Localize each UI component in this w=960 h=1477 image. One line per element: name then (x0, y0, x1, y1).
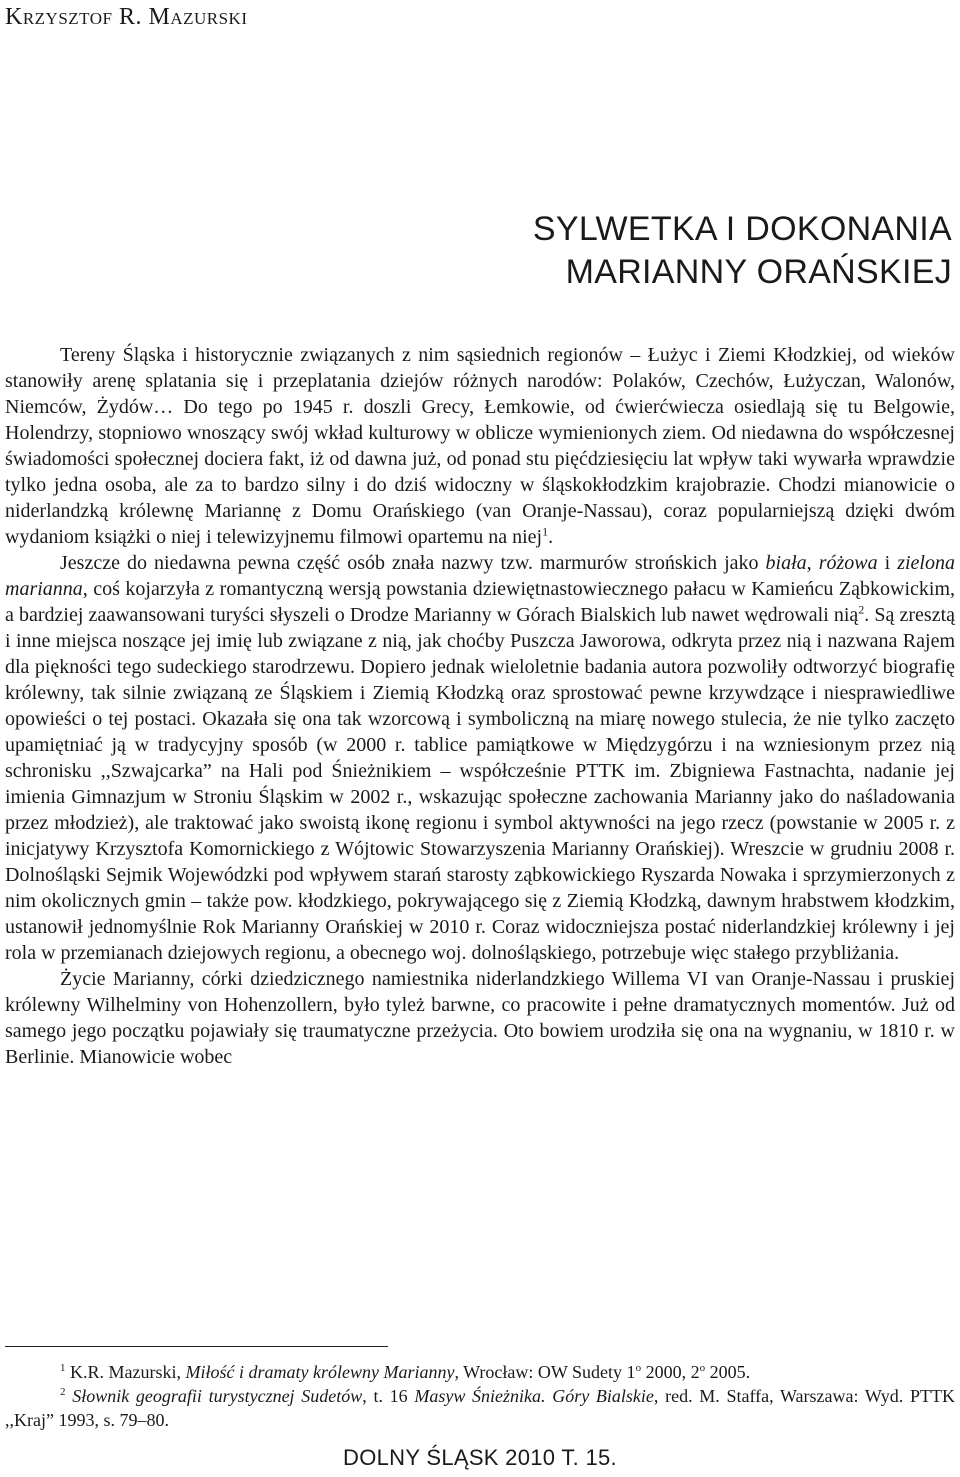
footnote-2-volume-title: Masyw Śnieżnika. Góry Bialskie (414, 1386, 654, 1406)
article-title (252, 208, 952, 294)
title-line-1: SYLWETKA I DOKONANIA (532, 210, 952, 248)
paragraph-1 (5, 342, 955, 550)
italic-rozowa: różowa (818, 552, 878, 574)
footnote-rule (5, 1346, 388, 1347)
footnote-2-book-title: Słownik geografii turystycznej Sudetów (65, 1386, 363, 1406)
footnote-2 (5, 1384, 955, 1432)
footnote-1-ordinal: o (635, 1362, 642, 1374)
separator: , (806, 552, 819, 574)
footnote-2-text: , red. M. Staffa, Warszawa: Wyd. PTTK ,,Kraj” 1993, s. 79–80. (5, 1386, 955, 1430)
title-line-2: MARIANNY ORAŃSKIEJ (565, 253, 952, 291)
paragraph-3: Życie Marianny, córki dziedzicznego namiestnika niderlandzkiego Willema VI van Oranje-Nassau i pruskiej królewny Wilhelminy von Hohenzollern, było tyleż barwne, co pracowite i pełne dramatycznych momentów. Już od samego jego początku pojawiały się traumatyczne przeżycia. Oto bowiem urodziła się ona na wygnaniu, w 1810 r. w Berlinie. Mianowicie wobec (5, 968, 955, 1068)
footnote-2-number: 2 (60, 1386, 66, 1398)
footnote-ref-2: 2 (858, 602, 865, 617)
footnote-ref-1: 1 (542, 524, 549, 539)
footnote-1-text: 2005. (705, 1362, 751, 1382)
paragraph-2 (5, 550, 955, 966)
footnote-1-text: K.R. Mazurski, (65, 1362, 186, 1382)
paragraph-1-end: . (548, 526, 554, 548)
italic-zielona-marianna: zielona marianna (5, 552, 955, 600)
paragraph-1-text: Tereny Śląska i historycznie związanych z nim sąsiednich regionów – Łużyc i Ziemi Kłodzkiej, od wieków stanowiły arenę splatania się i przeplatania dziejów różnych narodów: Polaków, Czechów, Łużyczan, Walonów, Niemców, Żydów… Do tego po 1945 r. doszli Grecy, Łemkowie, od ćwierćwiecza osiedlają się tu Belgowie, Holendrzy, stopniowo wnoszący swój wkład kulturowy w oblicze wymienionych ziem. Od niedawna do współczesnej świadomości społecznej dociera fakt, iż od dawna już, od ponad stu pięćdziesięciu lat wpływ taki wywarła wprawdzie tylko jedna osoba, ale za to bardzo silny i do dziś widoczny w śląskokłodzkim krajobrazie. Chodzi mianowicie o niderlandzką królewnę Mariannę z Domu Orańskiego (van Oranje-Nassau), coraz popularniejszą dzięki dwóm wydaniom książki o niej i telewizyjnemu filmowi opartemu na niej (5, 344, 955, 548)
author-name: Krzysztof R. Mazurski (5, 4, 248, 30)
footnotes (5, 1360, 955, 1432)
separator: i (877, 552, 898, 574)
footnote-1-text: 2000, 2 (641, 1362, 700, 1382)
footnote-1-text: , Wrocław: OW Sudety 1 (454, 1362, 636, 1382)
article-body (5, 342, 955, 1070)
journal-footer: DOLNY ŚLĄSK 2010 T. 15. (343, 1445, 617, 1470)
footnote-1-number: 1 (60, 1362, 66, 1374)
footnote-2-text: , t. 16 (362, 1386, 415, 1406)
footnote-1-ordinal: o (699, 1362, 706, 1374)
italic-biala: biała (765, 552, 807, 574)
paragraph-2-text-c: . Są zresztą i inne miejsca noszące jej imię lub związane z nią, jak choćby Puszcza Jaworowa, odkryta przez nią i nazwana Rajem dla piękności tego sudeckiego starodrzewu. Dopiero jednak wieloletnie badania autora pozwoliły odtworzyć biografię królewny, tak silnie związaną ze Śląskiem i Ziemią Kłodzką oraz sprostować pewne krzywdzące i niesprawiedliwe opowieści o tej postaci. Okazała się ona tak wzorcową i symboliczną na miarę nowego stulecia, że nie tylko zaczęto upamiętniać ją w tradycyjny sposób (w 2000 r. tablice pamiątkowe w Międzygórzu i na wzniesionym przez nią schronisku ,,Szwajcarka” na Hali pod Śnieżnikiem – współcześnie PTTK im. Zbigniewa Fastnachta, nadanie jej imienia Gimnazjum w Stroniu Śląskim w 2002 r., wskazując społeczne zachowania Marianny jako do naśladowania przez młodzież), ale traktować jako swoistą ikonę regionu i symbol aktywności na jego rzecz (powstanie w 2005 r. z inicjatywy Krzysztofa Komornickiego z Wójtowic Stowarzyszenia Marianny Orańskiej). Wreszcie w grudniu 2008 r. Dolnośląski Sejmik Wojewódzki pod wpływem starań starosty ząbkowickiego Ryszarda Nowaka i sprzymierzonych z nim okolicznych gmin – także pow. kłodzkiego, pokrywającego się z Ziemią Kłodzką, dawnym hrabstwem kłodzkim, ustanowił jednomyślnie Rok Marianny Orańskiej w 2010 r. Coraz widoczniejsza postać niderlandzkiej królewny i jej rola w przemianach dziejowych regionu, a obecnego woj. dolnośląskiego, potrzebuje więc stałego przybliżania. (5, 604, 955, 964)
paragraph-2-text-a: Jeszcze do niedawna pewna część osób znała nazwy tzw. marmurów strońskich jako (60, 552, 766, 574)
paragraph-2-text-b: , coś kojarzyła z romantyczną wersją powstania dziewiętnastowiecznego pałacu w Kamieńcu Ząbkowickim, a bardziej zaawansowani turyści słyszeli o Drodze Marianny w Górach Bialskich lub nawet wędrowali nią (5, 578, 955, 626)
footnote-1-book-title: Miłość i dramaty królewny Marianny (185, 1362, 455, 1382)
footnote-1 (5, 1360, 955, 1384)
